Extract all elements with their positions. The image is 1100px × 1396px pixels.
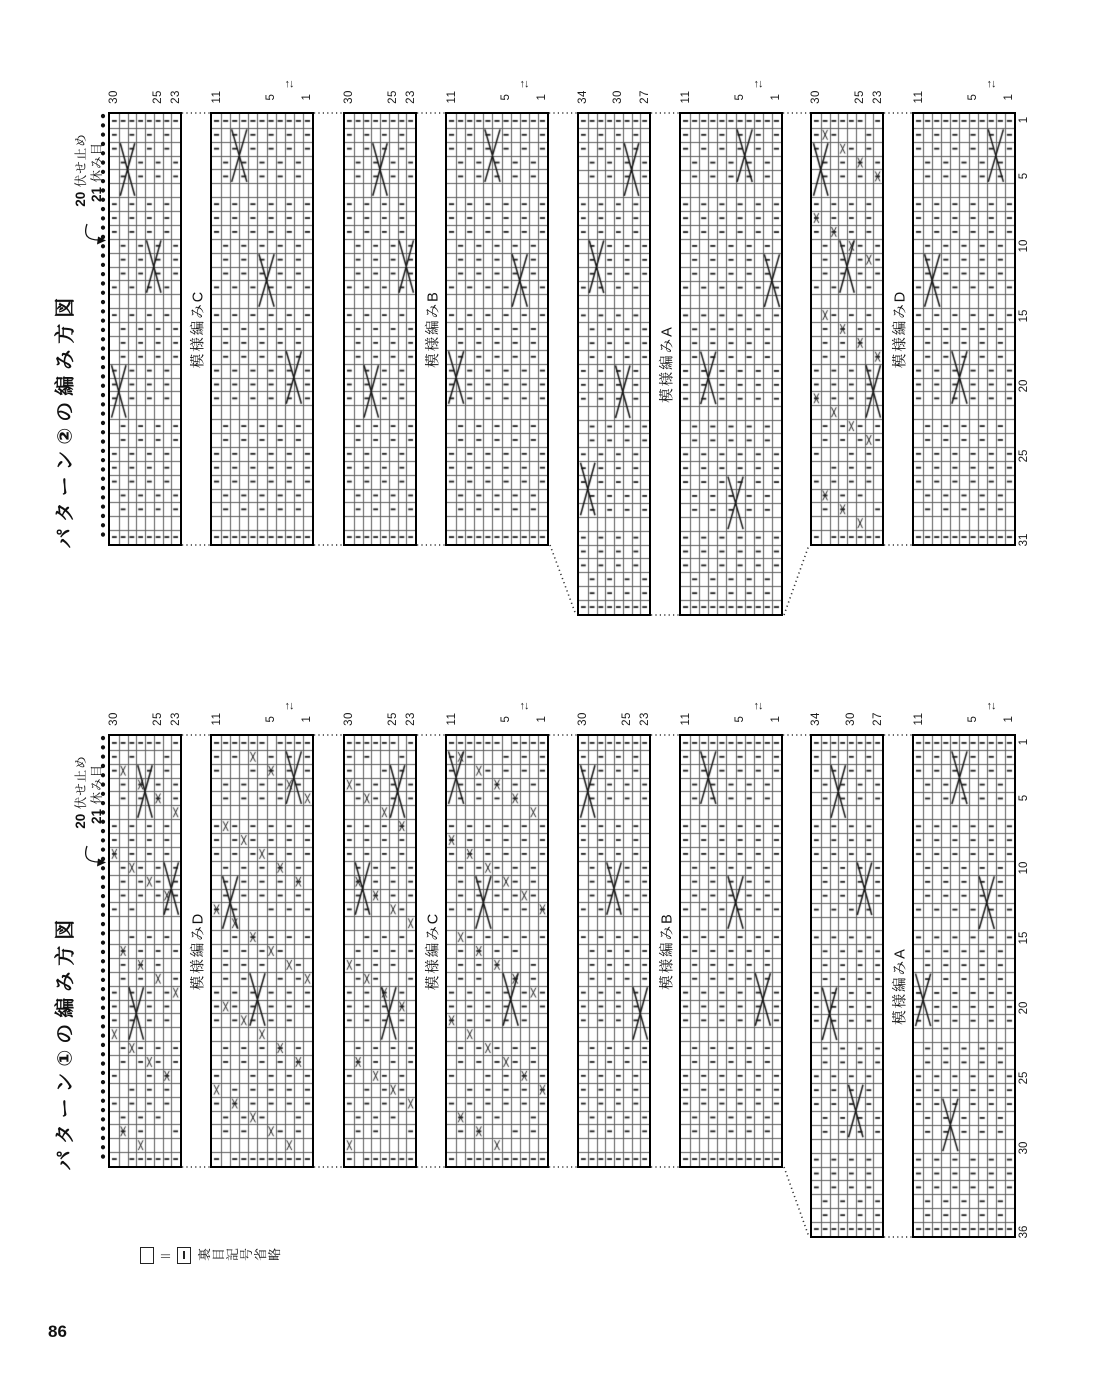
row-number: 23: [169, 712, 182, 726]
stitch-grid: [212, 114, 312, 544]
direction-arrow-icon: ↑↓: [284, 78, 294, 90]
stitch-number: 1: [1018, 738, 1030, 746]
pattern-strip: [577, 112, 651, 616]
row-number: 25: [387, 90, 400, 104]
pattern-label: 模様編みA: [892, 947, 909, 1025]
stitch-grid: [345, 114, 415, 544]
direction-arrow-icon: ↑↓: [753, 700, 763, 712]
stitch-number: 15: [1018, 931, 1030, 945]
stitch-grid: [681, 736, 781, 1166]
stitch-number: 15: [1018, 309, 1030, 323]
knit-symbol-box: [140, 1247, 154, 1264]
purl-dash-icon: [183, 1251, 185, 1259]
row-number: 11: [210, 712, 223, 726]
pattern-strip: [679, 734, 783, 1168]
direction-arrow-icon: ↑↓: [753, 78, 763, 90]
pattern-strip: [912, 112, 1016, 546]
row-number: 11: [679, 712, 692, 726]
equals-sign: ＝: [159, 1248, 173, 1264]
stitch-grid: [812, 114, 882, 544]
row-number: 1: [301, 93, 314, 101]
page-number: 86: [48, 1322, 67, 1341]
row-number: 23: [638, 712, 651, 726]
bind-off-label: 伏せ止め: [74, 755, 88, 810]
stitch-grid: [812, 736, 882, 1236]
direction-arrow-icon: ↑↓: [284, 700, 294, 712]
holding-note: [87, 142, 105, 202]
stitch-number: 1: [1018, 116, 1030, 124]
row-number: 5: [967, 93, 980, 101]
pattern-label: 模様編みB: [659, 912, 676, 990]
legend-char: 省: [252, 1247, 268, 1262]
pattern-label: 模様編みD: [892, 289, 909, 369]
purl-symbol-box: [177, 1247, 191, 1264]
legend-char: 裏: [196, 1247, 212, 1262]
row-number: 5: [734, 715, 747, 723]
pattern-label: 模様編みC: [190, 289, 207, 369]
row-number: 1: [536, 715, 549, 723]
row-number: 30: [845, 712, 858, 726]
pattern-label: 模様編みA: [659, 325, 676, 403]
stitch-number: 20: [1018, 379, 1030, 393]
row-number: 30: [343, 90, 356, 104]
row-number: 1: [770, 93, 783, 101]
row-number: 5: [734, 93, 747, 101]
row-number: 30: [343, 712, 356, 726]
pattern-label: 模様編みB: [425, 290, 442, 368]
legend-char: 号: [238, 1247, 254, 1262]
direction-arrow-icon: ↑↓: [519, 700, 529, 712]
holding-label: 休み目: [90, 141, 104, 183]
direction-arrow-icon: ↑↓: [519, 78, 529, 90]
row-number: 30: [108, 712, 121, 726]
bind-off-label: 伏せ止め: [74, 133, 88, 188]
legend-char: 記: [224, 1247, 240, 1262]
stitch-number: 10: [1018, 861, 1030, 875]
direction-arrow-icon: ↑↓: [986, 700, 996, 712]
row-number: 5: [967, 715, 980, 723]
stitch-number: 10: [1018, 239, 1030, 253]
pattern-strip: [445, 734, 549, 1168]
stitch-number: 25: [1018, 1071, 1030, 1085]
pattern-strip: [810, 734, 884, 1238]
stitch-grid: [447, 114, 547, 544]
row-number: 30: [612, 90, 625, 104]
row-number: 25: [152, 90, 165, 104]
pattern-strip: [108, 734, 182, 1168]
holding-label: 休み目: [90, 763, 104, 805]
stitch-grid: [345, 736, 415, 1166]
row-number: 11: [912, 90, 925, 104]
pattern-strip: [912, 734, 1016, 1238]
row-number: 25: [387, 712, 400, 726]
row-number: 23: [404, 90, 417, 104]
row-number: 34: [577, 90, 590, 104]
stitch-number: 20: [1018, 1001, 1030, 1015]
row-number: 11: [445, 90, 458, 104]
row-number: 1: [536, 93, 549, 101]
row-number: 25: [621, 712, 634, 726]
row-number: 1: [301, 715, 314, 723]
row-number: 5: [500, 715, 513, 723]
stitch-grid: [447, 736, 547, 1166]
row-number: 30: [810, 90, 823, 104]
pattern-label: 模様編みD: [190, 911, 207, 991]
row-number: 11: [679, 90, 692, 104]
chart-title: パターン①の編み方図: [54, 913, 77, 1171]
row-number: 5: [265, 715, 278, 723]
stitch-grid: [579, 114, 649, 614]
chart-title: パターン②の編み方図: [54, 291, 77, 549]
legend-char: 略: [266, 1247, 282, 1262]
bind-off-number: 20: [73, 191, 88, 207]
legend-text: [196, 1245, 280, 1265]
row-number: 5: [500, 93, 513, 101]
row-number: 34: [810, 712, 823, 726]
stitch-number: 5: [1018, 794, 1030, 802]
direction-arrow-icon: ↑↓: [986, 78, 996, 90]
holding-note: [87, 764, 105, 824]
holding-number: 21: [89, 808, 104, 825]
row-number: 1: [1003, 715, 1016, 723]
row-number: 30: [108, 90, 121, 104]
row-number: 25: [152, 712, 165, 726]
stitch-grid: [110, 114, 180, 544]
pattern-strip: [210, 734, 314, 1168]
row-number: 1: [770, 715, 783, 723]
pattern-strip: [343, 734, 417, 1168]
stitch-number: 5: [1018, 172, 1030, 180]
row-number: 23: [404, 712, 417, 726]
row-number: 5: [265, 93, 278, 101]
row-number: 25: [854, 90, 867, 104]
pattern-strip: [679, 112, 783, 616]
row-number: 23: [871, 90, 884, 104]
stitch-number: 36: [1018, 1225, 1030, 1239]
stitch-grid: [110, 736, 180, 1166]
stitch-grid: [914, 114, 1014, 544]
legend: [140, 1244, 280, 1266]
pattern-strip: [108, 112, 182, 546]
row-number: 11: [912, 712, 925, 726]
pattern-strip: [577, 734, 651, 1168]
legend-char: 目: [210, 1247, 226, 1262]
holding-number: 21: [89, 186, 104, 203]
pattern-strip: [445, 112, 549, 546]
stitch-number: 31: [1018, 533, 1030, 547]
row-number: 27: [638, 90, 651, 104]
stitch-grid: [681, 114, 781, 614]
row-number: 11: [210, 90, 223, 104]
stitch-grid: [914, 736, 1014, 1236]
pattern-strip: [210, 112, 314, 546]
pattern-strip: [810, 112, 884, 546]
stitch-grid: [579, 736, 649, 1166]
row-number: 1: [1003, 93, 1016, 101]
row-number: 30: [577, 712, 590, 726]
row-number: 23: [169, 90, 182, 104]
stitch-grid: [212, 736, 312, 1166]
stitch-number: 30: [1018, 1141, 1030, 1155]
pattern-label: 模様編みC: [425, 911, 442, 991]
row-number: 11: [445, 712, 458, 726]
row-number: 27: [871, 712, 884, 726]
stitch-number: 25: [1018, 449, 1030, 463]
pattern-strip: [343, 112, 417, 546]
bind-off-number: 20: [73, 813, 88, 829]
